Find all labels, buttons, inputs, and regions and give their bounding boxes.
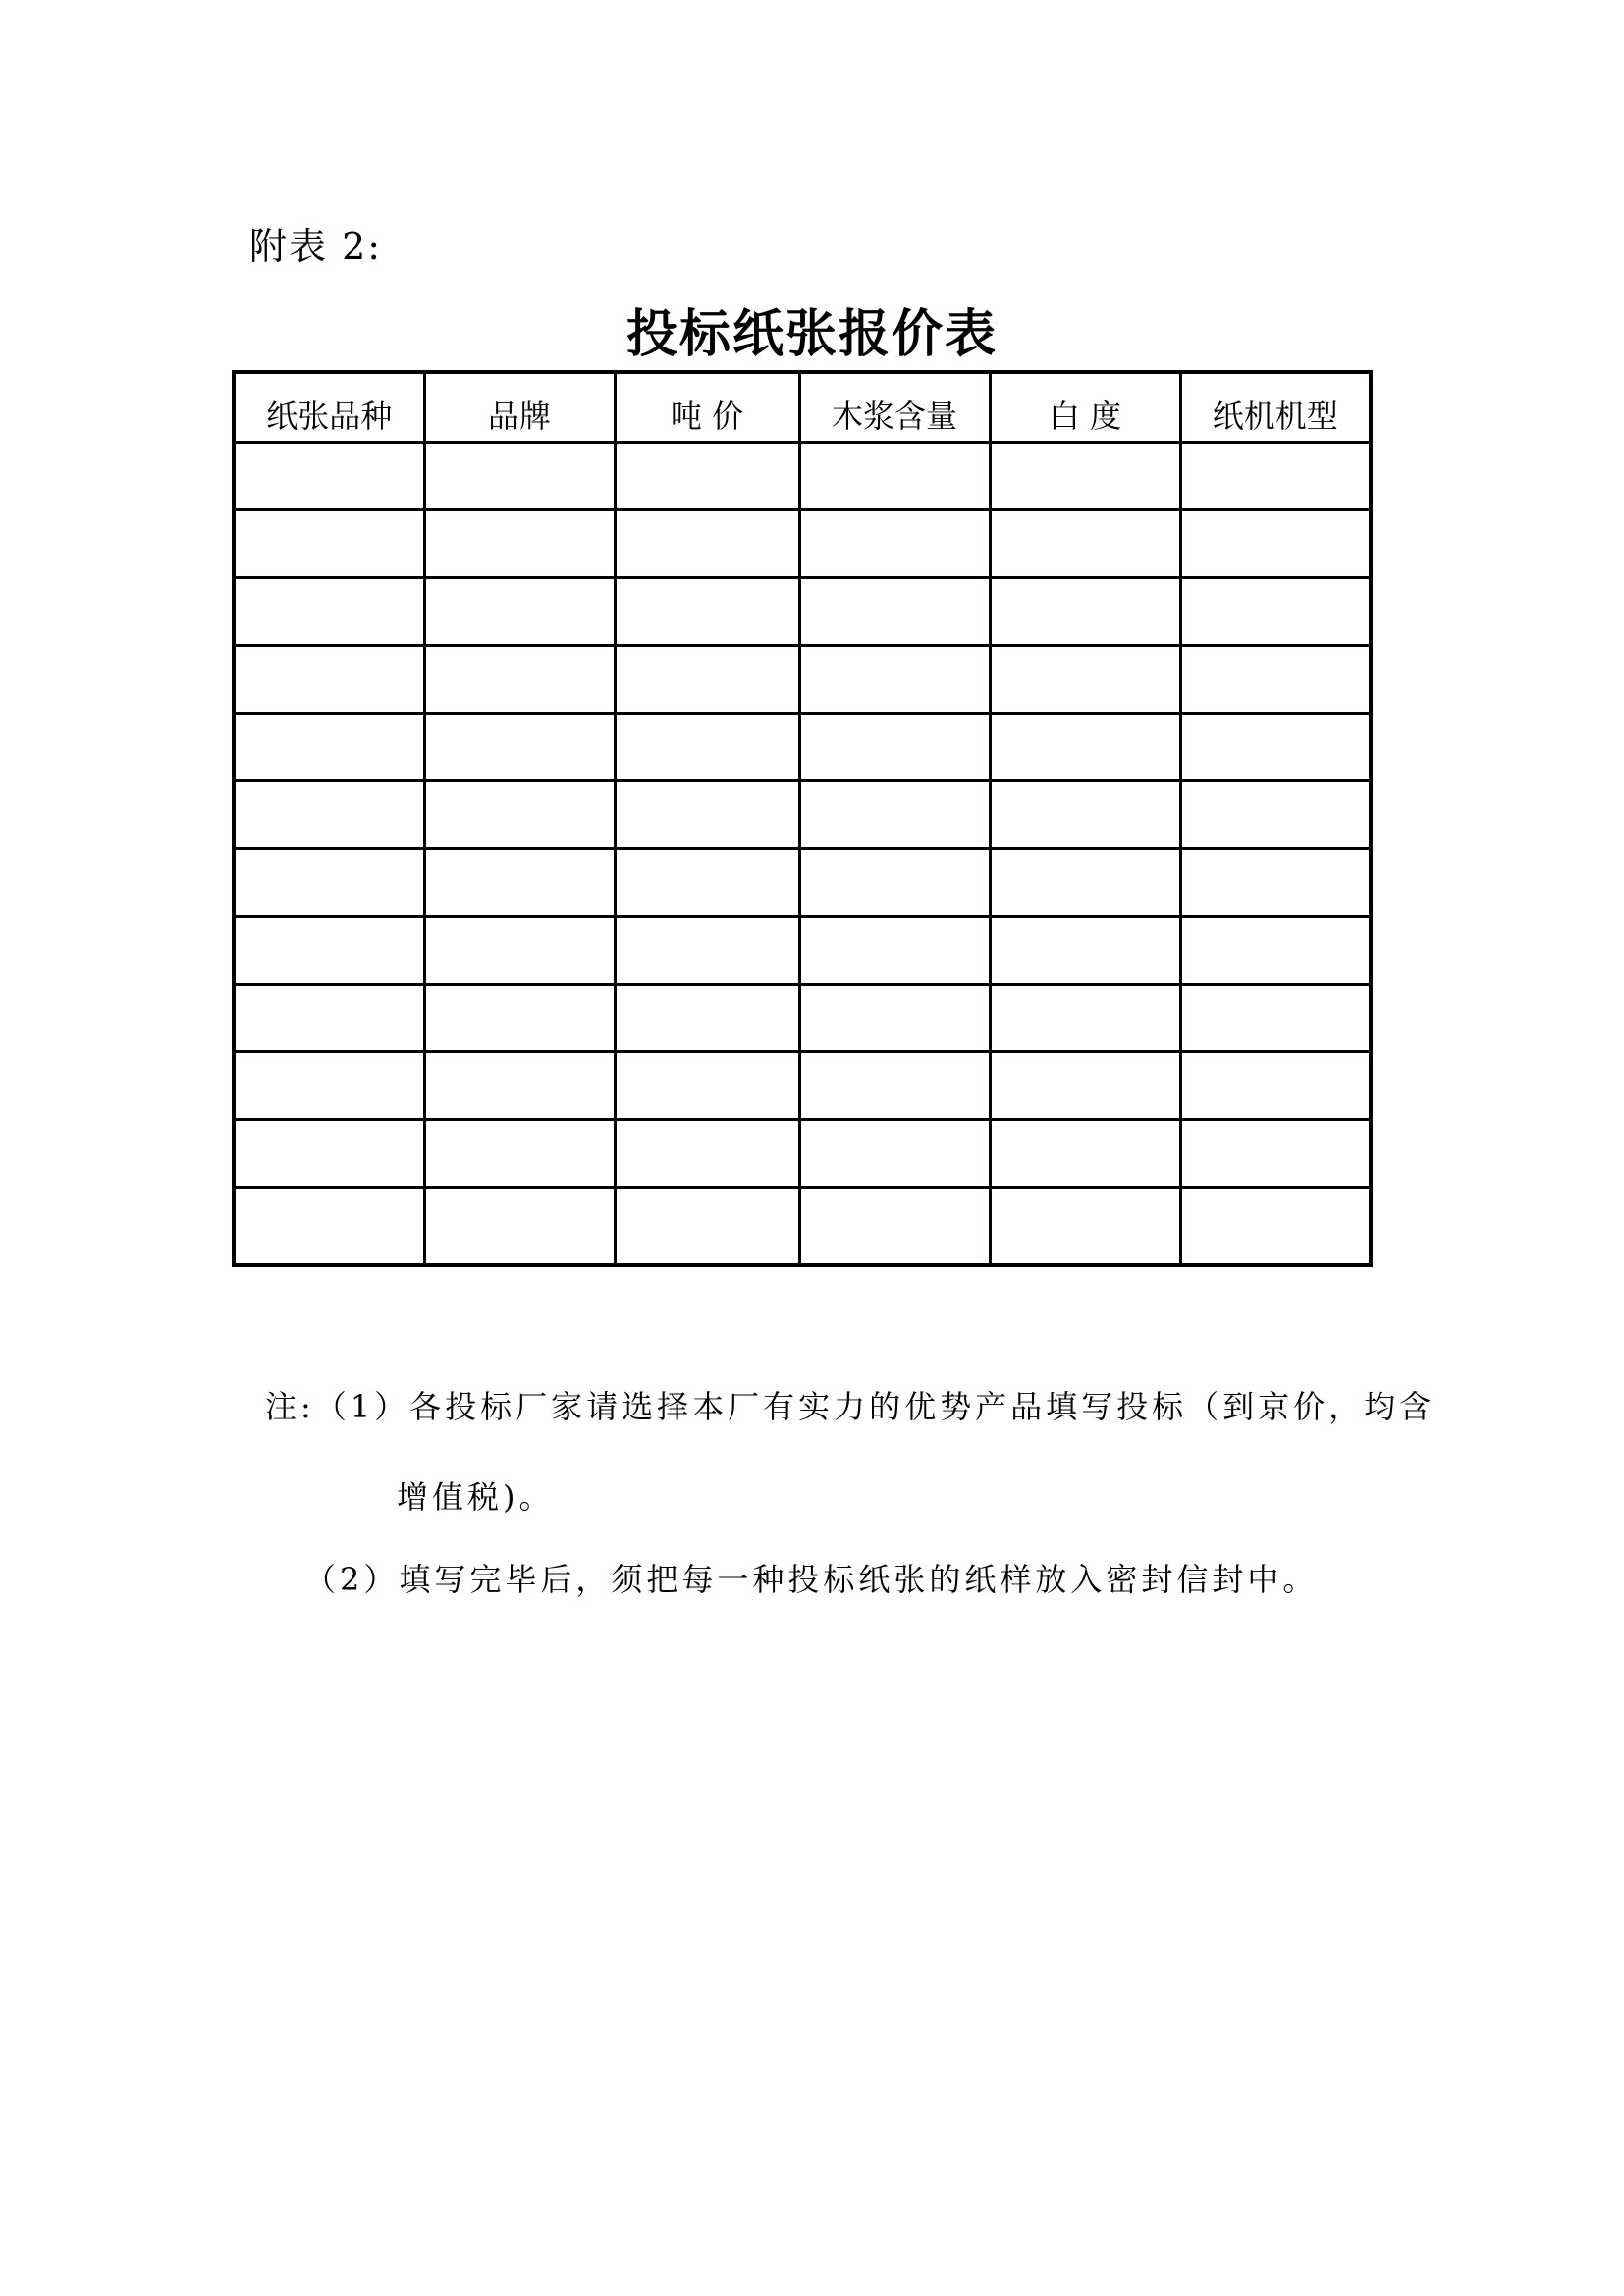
table-cell [424,985,615,1052]
note-2: （2）填写完毕后，须把每一种投标纸张的纸样放入密封信封中。 [304,1561,1319,1598]
table-cell [615,849,799,917]
table-cell [615,443,799,510]
table-cell [1180,443,1371,510]
table-cell [1180,917,1371,985]
table-cell [799,917,990,985]
table-cell [234,578,424,646]
table-cell [990,578,1180,646]
table-cell [1180,714,1371,781]
header-whiteness: 白 度 [990,372,1180,443]
table-cell [1180,1052,1371,1120]
table-cell [424,714,615,781]
table-cell [799,1052,990,1120]
table-cell [424,510,615,578]
table-cell [615,510,799,578]
table-cell [799,985,990,1052]
table-row [234,1188,1371,1266]
table-cell [990,646,1180,714]
table-cell [424,781,615,849]
table-row [234,781,1371,849]
table-row [234,985,1371,1052]
table-body [234,443,1371,1266]
table-cell [1180,985,1371,1052]
table-cell [615,646,799,714]
table-cell [234,1052,424,1120]
header-machine-type: 纸机机型 [1180,372,1371,443]
table-cell [1180,1120,1371,1188]
table-cell [615,781,799,849]
table-cell [799,578,990,646]
table-row [234,646,1371,714]
table-cell [990,1188,1180,1266]
table-cell [615,1052,799,1120]
table-cell [990,849,1180,917]
header-pulp-content: 木浆含量 [799,372,990,443]
table-cell [1180,578,1371,646]
table-cell [615,1120,799,1188]
table-cell [799,1188,990,1266]
table-cell [424,1052,615,1120]
table-row [234,1052,1371,1120]
table-cell [990,1052,1180,1120]
table-cell [990,510,1180,578]
table-cell [424,1188,615,1266]
table-cell [990,917,1180,985]
table-cell [1180,849,1371,917]
header-price-per-ton: 吨 价 [615,372,799,443]
table-cell [799,443,990,510]
table-cell [234,714,424,781]
table-row [234,510,1371,578]
table-cell [1180,510,1371,578]
table-cell [234,443,424,510]
table-row [234,917,1371,985]
table-cell [990,443,1180,510]
table-cell [424,578,615,646]
table-cell [424,443,615,510]
table-cell [615,578,799,646]
table-cell [424,646,615,714]
table-cell [424,1120,615,1188]
note-1-line-1: 注:（1）各投标厂家请选择本厂有实力的优势产品填写投标（到京价，均含 [265,1388,1435,1425]
table-row [234,849,1371,917]
table-row [234,443,1371,510]
table-row [234,714,1371,781]
table-cell [234,781,424,849]
table-cell [615,1188,799,1266]
table-cell [424,917,615,985]
table-cell [1180,1188,1371,1266]
table-cell [799,781,990,849]
table-cell [615,985,799,1052]
table-cell [1180,781,1371,849]
table-cell [799,1120,990,1188]
annex-label: 附表 2: [249,225,383,268]
note-1-line-2: 增值税)。 [397,1478,555,1516]
header-paper-type: 纸张品种 [234,372,424,443]
table-cell [234,646,424,714]
table-cell [234,849,424,917]
table-cell [990,1120,1180,1188]
table-cell [234,510,424,578]
table-cell [234,917,424,985]
table-cell [234,1188,424,1266]
table-row [234,578,1371,646]
document-title: 投标纸张报价表 [625,304,998,364]
table-cell [1180,646,1371,714]
table-cell [424,849,615,917]
table-header-row [234,372,1371,443]
table-cell [615,714,799,781]
table-cell [234,1120,424,1188]
table-cell [990,985,1180,1052]
header-brand: 品牌 [424,372,615,443]
table-cell [234,985,424,1052]
table-row [234,1120,1371,1188]
table-cell [799,646,990,714]
table-cell [799,714,990,781]
table-cell [990,714,1180,781]
table-cell [799,849,990,917]
table-cell [990,781,1180,849]
table-cell [615,917,799,985]
table-cell [799,510,990,578]
quote-table [232,370,1373,1267]
